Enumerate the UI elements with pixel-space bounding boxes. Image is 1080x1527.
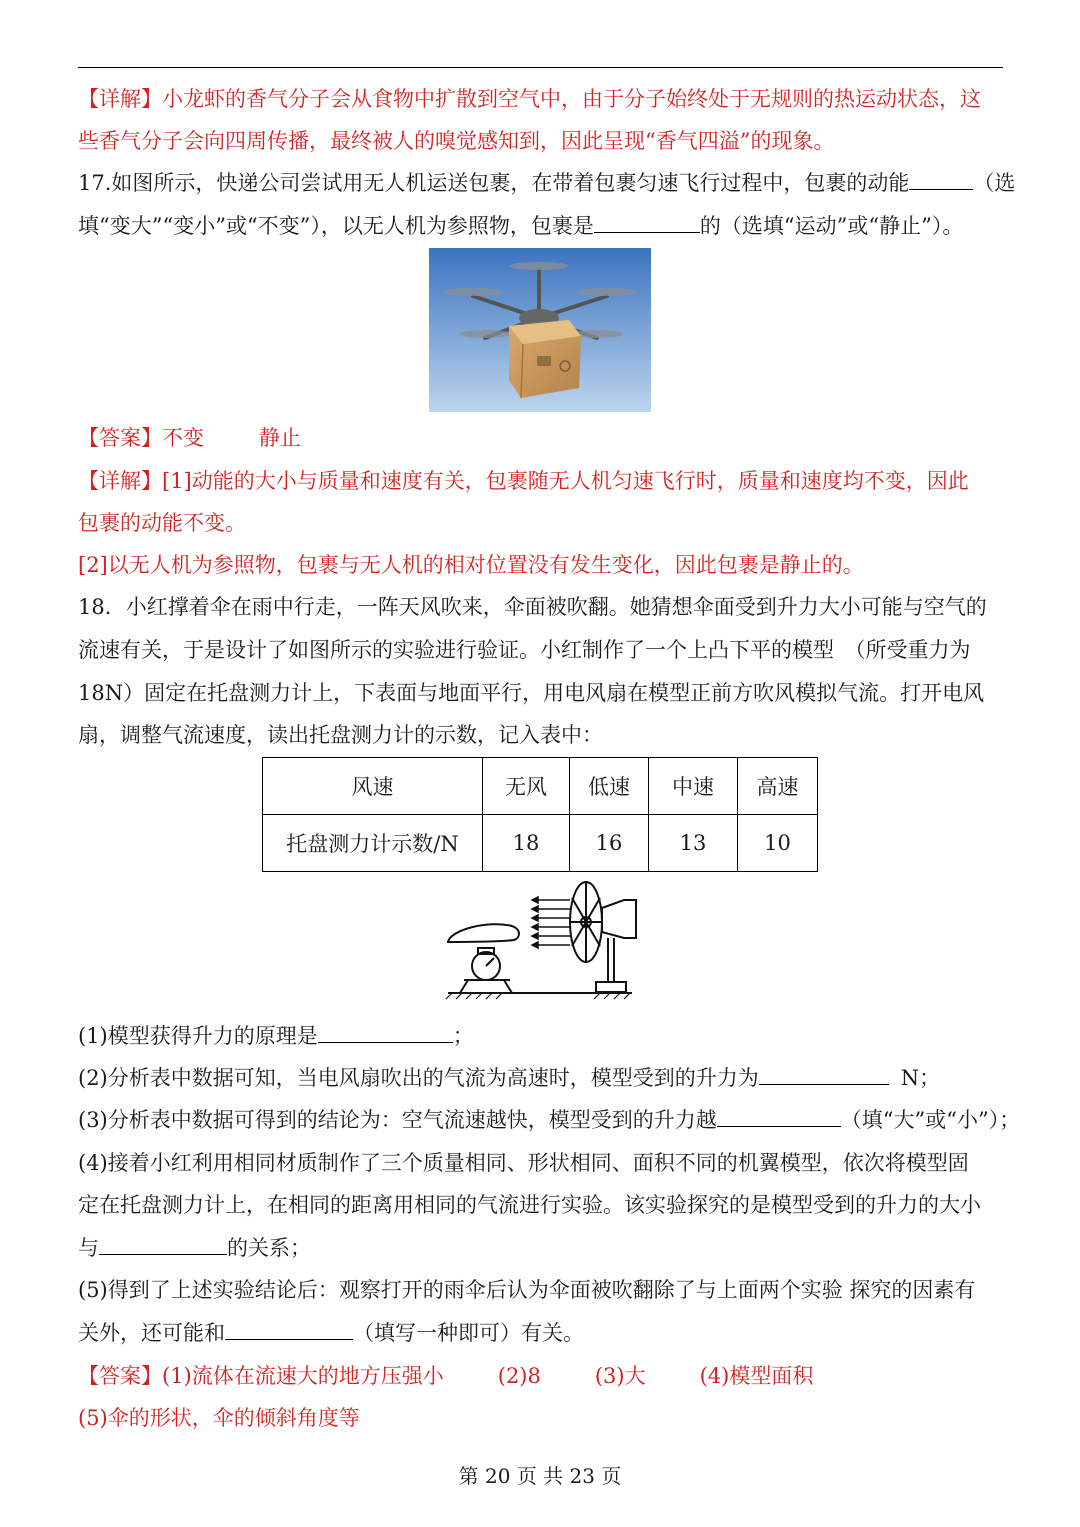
q18-line-4: 扇，调整气流速度，读出托盘测力计的示数，记入表中： [78,723,603,747]
drone-package-image [429,248,651,412]
table-cell: 13 [649,815,738,872]
detail-tag: 【详解】 [78,469,162,493]
answer-blank [717,1106,841,1127]
q18-sub-3: (3)分析表中数据可得到的结论为：空气流速越快，模型受到的升力越 （填“大”或“小”）； [78,1108,1021,1132]
answer-blank [318,1022,453,1043]
table-cell: 低速 [570,758,649,815]
answer-blank [759,1064,889,1085]
table-row [263,815,818,872]
answer-blank [594,212,700,233]
q17-detail-line-1: 【详解】[1]动能的大小与质量和速度有关，包裹随无人机匀速飞行时，质量和速度均不变，因此 [78,469,969,493]
answer-blank [909,169,973,190]
q18-sub-4-line-3: 与 的关系； [78,1236,311,1260]
q17-line-2: 填“变大”“变小”或“不变”），以无人机为参照物，包裹是 的（选填“运动”或“静止”）。 [78,214,964,238]
q18-sub-5-line-2: 关外，还可能和 （填写一种即可）有关。 [78,1321,584,1345]
fan-experiment-diagram [440,878,640,1000]
table-cell: 风速 [263,758,483,815]
table-row [263,758,818,815]
q18-answer-line-1: 【答案】(1)流体在流速大的地方压强小 (2)8 (3)大 (4)模型面积 [78,1364,814,1388]
q18-sub-1: (1)模型获得升力的原理是 ； [78,1024,474,1048]
detail-16-line-2: 些香气分子会向四周传播，最终被人的嗅觉感知到，因此呈现“香气四溢”的现象。 [78,129,835,153]
header-rule [78,67,1003,68]
q18-line-2: 流速有关，于是设计了如图所示的实验进行验证。小红制作了一个上凸下平的模型 （所受重力为 [78,638,971,662]
detail-16-line-1: 【详解】小龙虾的香气分子会从食物中扩散到空气中，由于分子始终处于无规则的热运动状态，这 [78,87,981,111]
table-cell: 托盘测力计示数/N [263,815,483,872]
q17-detail-line-3: [2]以无人机为参照物，包裹与无人机的相对位置没有发生变化，因此包裹是静止的。 [78,553,864,577]
q17-detail-line-2: 包裹的动能不变。 [78,511,246,535]
table-cell: 16 [570,815,649,872]
q18-line-1: 18．小红撑着伞在雨中行走，一阵天风吹来，伞面被吹翻。她猜想伞面受到升力大小可能与空气的 [78,595,987,619]
table-cell: 高速 [738,758,818,815]
answer-tag: 【答案】 [78,426,162,450]
table-cell: 10 [738,815,818,872]
q18-sub-4-line-1: (4)接着小红利用相同材质制作了三个质量相同、形状相同、面积不同的机翼模型，依次将模型固 [78,1151,969,1175]
q18-sub-5-line-1: (5)得到了上述实验结论后：观察打开的雨伞后认为伞面被吹翻除了与上面两个实验 探究的因素有 [78,1278,976,1302]
q17-answer: 【答案】不变 静止 [78,426,301,450]
table-cell: 中速 [649,758,738,815]
q18-answer-line-2: (5)伞的形状，伞的倾斜角度等 [78,1406,360,1430]
answer-blank [99,1234,227,1255]
table-cell: 18 [483,815,570,872]
q18-sub-4-line-2: 定在托盘测力计上，在相同的距离用相同的气流进行实验。该实验探究的是模型受到的升力的大小 [78,1193,981,1217]
q18-line-3: 18N）固定在托盘测力计上，下表面与地面平行，用电风扇在模型正前方吹风模拟气流。打开电风 [78,681,985,705]
answer-blank [225,1319,353,1340]
detail-tag: 【详解】 [78,87,162,111]
page-footer: 第 20 页 共 23 页 [458,1464,622,1488]
answer-tag: 【答案】 [78,1364,162,1388]
q17-line-1: 17.如图所示，快递公司尝试用无人机运送包裹，在带着包裹匀速飞行过程中，包裹的动能 （选 [78,171,1016,195]
q18-sub-2: (2)分析表中数据可知，当电风扇吹出的气流为高速时，模型受到的升力为 N； [78,1066,941,1090]
table-cell: 无风 [483,758,570,815]
data-table [262,757,818,872]
